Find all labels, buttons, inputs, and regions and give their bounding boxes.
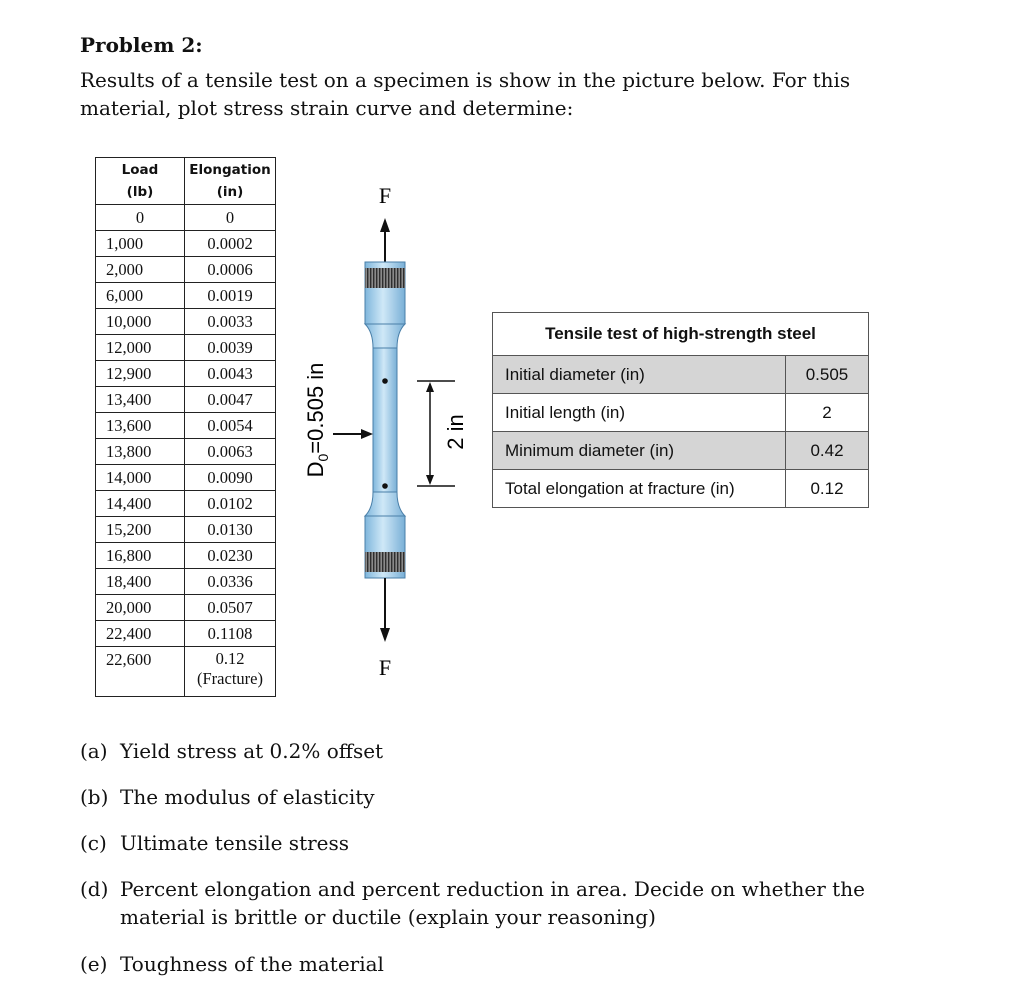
table-row: 0 0 bbox=[96, 205, 276, 231]
table-row: 22,400 0.1108 bbox=[96, 621, 276, 647]
table-row: Initial diameter (in) 0.505 bbox=[493, 356, 869, 394]
table-row: 12,000 0.0039 bbox=[96, 335, 276, 361]
table-row: 16,800 0.0230 bbox=[96, 543, 276, 569]
table-row: 15,200 0.0130 bbox=[96, 517, 276, 543]
load-elongation-table bbox=[95, 157, 276, 697]
diameter-label: $D_0=0.505$ in bbox=[303, 362, 331, 478]
problem-intro: Results of a tensile test on a specimen is show in the picture below. For this material, plot stress strain curve and determine: bbox=[80, 68, 851, 120]
question-e: (e) Toughness of the material bbox=[80, 952, 384, 976]
properties-table bbox=[492, 312, 869, 508]
table-row: 1,000 0.0002 bbox=[96, 231, 276, 257]
table-row: 14,400 0.0102 bbox=[96, 491, 276, 517]
question-b: (b) The modulus of elasticity bbox=[80, 785, 375, 809]
tensile-specimen-diagram bbox=[295, 170, 475, 690]
table-row: 18,400 0.0336 bbox=[96, 569, 276, 595]
diameter-arrow-icon bbox=[333, 429, 373, 439]
table-row: Minimum diameter (in) 0.42 bbox=[493, 432, 869, 470]
table-row: 13,600 0.0054 bbox=[96, 413, 276, 439]
force-label-top: F bbox=[378, 183, 392, 208]
properties-table-title: Tensile test of high-strength steel bbox=[493, 313, 869, 356]
table-row: 20,000 0.0507 bbox=[96, 595, 276, 621]
table-row: 6,000 0.0019 bbox=[96, 283, 276, 309]
table-row: 13,400 0.0047 bbox=[96, 387, 276, 413]
table-row: 2,000 0.0006 bbox=[96, 257, 276, 283]
table-row-fracture: 22,600 0.12 (Fracture) bbox=[96, 647, 276, 697]
force-label-bottom: F bbox=[378, 655, 392, 680]
problem-title: Problem 2: bbox=[80, 33, 203, 57]
table-row: 12,900 0.0043 bbox=[96, 361, 276, 387]
gauge-length-label: 2 in bbox=[443, 414, 468, 450]
arrow-up-icon bbox=[380, 218, 390, 262]
arrow-down-icon bbox=[380, 578, 390, 642]
question-d: (d) Percent elongation and percent reduction in area. Decide on whether the material is brittle or ductile (explain your reasoning) bbox=[80, 877, 865, 929]
table-row: Initial length (in) 2 bbox=[493, 394, 869, 432]
elongation-header: Elongation (in) bbox=[185, 158, 276, 205]
table-row: Total elongation at fracture (in) 0.12 bbox=[493, 470, 869, 508]
question-c: (c) Ultimate tensile stress bbox=[80, 831, 350, 855]
table-row: 13,800 0.0063 bbox=[96, 439, 276, 465]
specimen-body bbox=[365, 262, 405, 578]
table-row: 14,000 0.0090 bbox=[96, 465, 276, 491]
table-row: 10,000 0.0033 bbox=[96, 309, 276, 335]
load-header: Load (lb) bbox=[96, 158, 185, 205]
question-a: (a) Yield stress at 0.2% offset bbox=[80, 739, 384, 763]
